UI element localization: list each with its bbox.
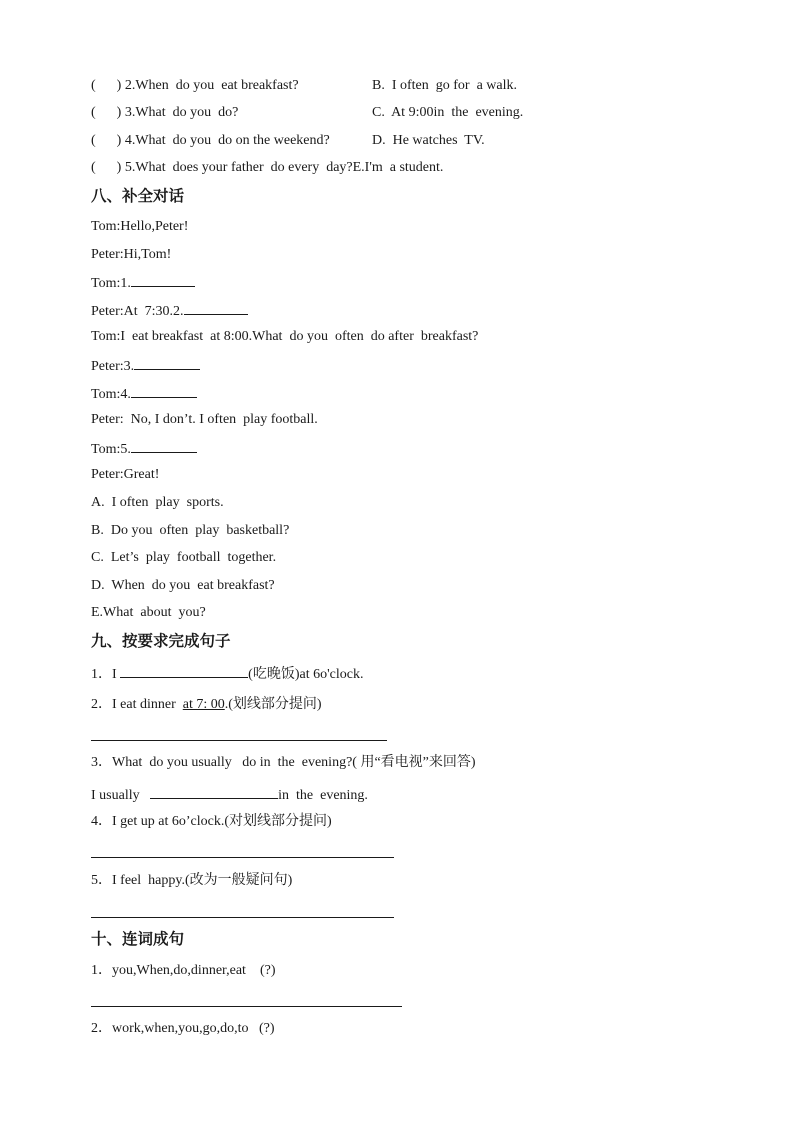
- answer-line[interactable]: [91, 917, 394, 918]
- question-line: 4．I get up at 6o’clock.(对划线部分提问): [91, 814, 332, 829]
- dialogue-line: Peter:Great!: [91, 467, 160, 482]
- question-line: 2．work,when,you,go,do,to (?): [91, 1021, 275, 1036]
- dialogue-line: Tom:5.: [91, 440, 197, 458]
- option-line: B. Do you often play basketball?: [91, 523, 290, 538]
- answer-line[interactable]: [91, 857, 394, 858]
- dialogue-line: Peter:Hi,Tom!: [91, 247, 172, 262]
- question-line: I usually in the evening.: [91, 788, 368, 803]
- answer-blank[interactable]: [150, 786, 278, 799]
- dialogue-line: Tom:I eat breakfast at 8:00.What do you often do after breakfast?: [91, 329, 479, 344]
- answer-blank[interactable]: [134, 357, 200, 370]
- question-line: 5．I feel happy.(改为一般疑问句): [91, 873, 293, 888]
- answer-blank[interactable]: [131, 385, 197, 398]
- section-heading: 九、按要求完成句子: [91, 632, 231, 650]
- answer-blank[interactable]: [184, 302, 248, 315]
- question-line: 1．you,When,do,dinner,eat (?): [91, 963, 276, 978]
- matching-question: ( ) 5.What does your father do every day?E.I'm a student.: [91, 160, 444, 175]
- question-line: 1．I (吃晚饭)at 6o'clock.: [91, 667, 364, 682]
- answer-blank[interactable]: [120, 665, 248, 678]
- answer-line[interactable]: [91, 1006, 402, 1007]
- option-line: C. Let’s play football together.: [91, 550, 277, 565]
- matching-question: ( ) 4.What do you do on the weekend?: [91, 133, 330, 148]
- dialogue-line: Tom:4.: [91, 385, 197, 403]
- matching-question: ( ) 3.What do you do?: [91, 105, 239, 120]
- matching-answer: C. At 9:00in the evening.: [372, 105, 524, 120]
- dialogue-line: Peter:At 7:30.2.: [91, 302, 248, 320]
- answer-blank[interactable]: [131, 274, 195, 287]
- dialogue-line: Tom:Hello,Peter!: [91, 219, 189, 234]
- section-heading: 八、补全对话: [91, 187, 185, 205]
- dialogue-line: Peter:3.: [91, 357, 200, 375]
- matching-question: ( ) 2.When do you eat breakfast?: [91, 78, 299, 93]
- option-line: E.What about you?: [91, 605, 206, 620]
- underlined-phrase: at 7: 00: [182, 697, 225, 712]
- answer-blank[interactable]: [131, 440, 197, 453]
- matching-answer: B. I often go for a walk.: [372, 78, 518, 93]
- question-line: 2．I eat dinner at 7: 00.(划线部分提问): [91, 697, 322, 712]
- section-heading: 十、连词成句: [91, 930, 185, 948]
- matching-answer: D. He watches TV.: [372, 133, 485, 148]
- option-line: A. I often play sports.: [91, 495, 224, 510]
- answer-line[interactable]: [91, 740, 387, 741]
- dialogue-line: Peter: No, I don’t. I often play football.: [91, 412, 318, 427]
- option-line: D. When do you eat breakfast?: [91, 578, 275, 593]
- dialogue-line: Tom:1.: [91, 274, 195, 292]
- question-line: 3．What do you usually do in the evening?( 用“看电视”来回答): [91, 755, 476, 770]
